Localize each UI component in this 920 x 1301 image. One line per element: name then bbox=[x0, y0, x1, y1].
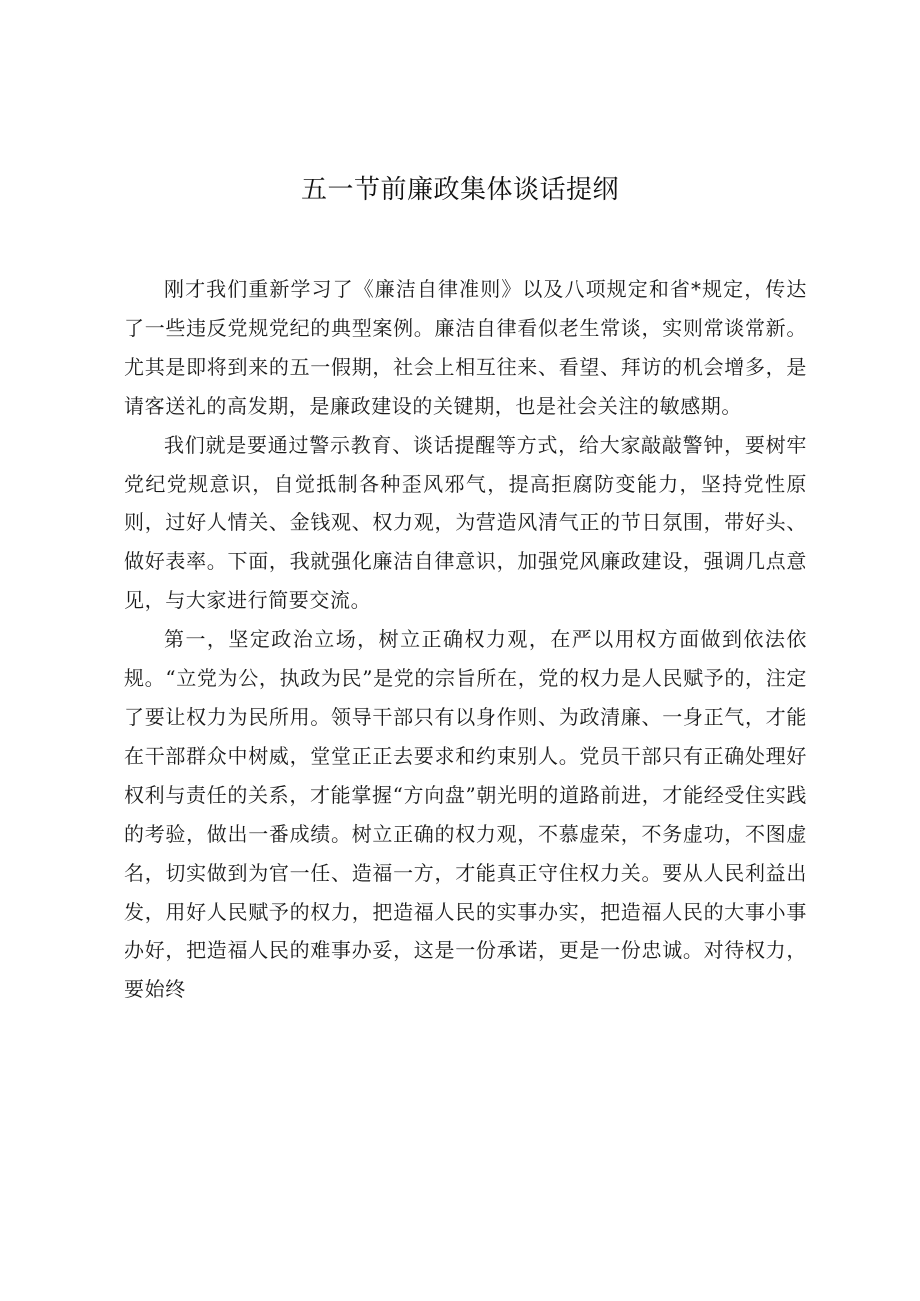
paragraph-3: 第一，坚定政治立场，树立正确权力观，在严以用权方面做到依法依规。“立党为公，执政为民”是党的宗旨所在，党的权力是人民赋予的，注定了要让权力为民所用。领导干部只有以身作则、为政清廉、一身正气，才能在干部群众中树威，堂堂正正去要求和约束别人。党员干部只有正确处理好权利与责任的关系，才能掌握“方向盘”朝光明的道路前进，才能经受住实践的考验，做出一番成绩。树立正确的权力观，不慕虚荣，不务虚功，不图虚名，切实做到为官一任、造福一方，才能真正守住权力关。要从人民利益出发，用好人民赋予的权力，把造福人民的实事办实，把造福人民的大事小事办好，把造福人民的难事办妥，这是一份承诺，更是一份忠诚。对待权力，要始终 bbox=[124, 627, 807, 1002]
paragraph-2: 我们就是要通过警示教育、谈话提醒等方式，给大家敲敲警钟，要树牢党纪党规意识，自觉抵制各种歪风邪气，提高拒腐防变能力，坚持党性原则，过好人情关、金钱观、权力观，为营造风清气正的节日氛围，带好头、做好表率。下面，我就强化廉洁自律意识，加强党风廉政建设，强调几点意见，与大家进行简要交流。 bbox=[124, 432, 807, 613]
document-body bbox=[124, 270, 807, 1009]
document-title: 五一节前廉政集体谈话提纲 bbox=[300, 175, 619, 205]
paragraph-1: 刚才我们重新学习了《廉洁自律准则》以及八项规定和省*规定，传达了一些违反党规党纪的典型案例。廉洁自律看似老生常谈，实则常谈常新。尤其是即将到来的五一假期，社会上相互往来、看望、拜访的机会增多，是请客送礼的高发期，是廉政建设的关键期，也是社会关注的敏感期。 bbox=[124, 277, 807, 418]
